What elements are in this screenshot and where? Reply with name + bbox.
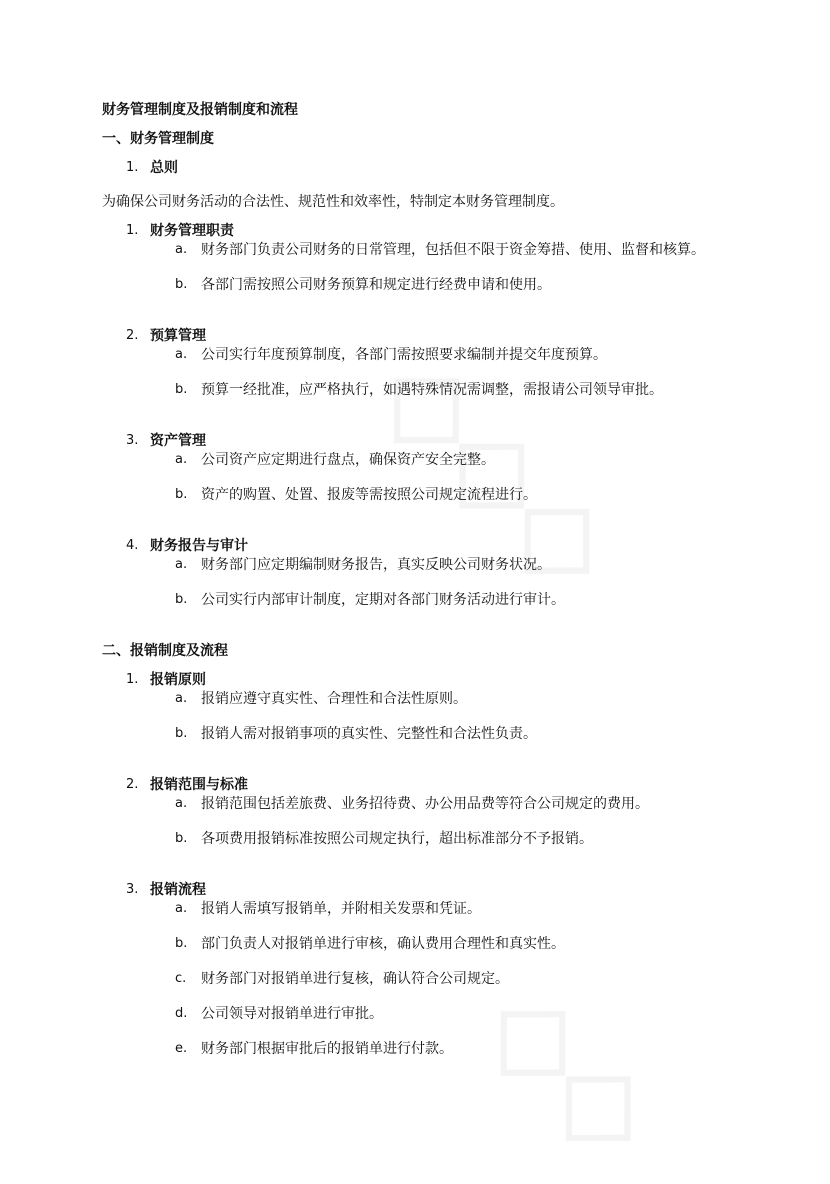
sub-item-letter: e. xyxy=(175,1041,188,1056)
item-title: 资产管理 xyxy=(150,433,206,449)
intro-paragraph: 为确保公司财务活动的合法性、规范性和效率性，特制定本财务管理制度。 xyxy=(102,194,564,210)
sub-item-text: 财务部门对报销单进行复核，确认符合公司规定。 xyxy=(201,971,509,987)
item-number: 1. xyxy=(126,672,139,687)
sub-item-letter: a. xyxy=(175,691,188,706)
item-title: 预算管理 xyxy=(150,328,206,344)
sub-item-letter: a. xyxy=(175,242,188,257)
item-number: 2. xyxy=(126,777,139,792)
item-number: 3. xyxy=(126,433,139,448)
item-title: 报销范围与标准 xyxy=(150,777,248,793)
item-title: 报销流程 xyxy=(150,882,206,898)
sub-item-letter: a. xyxy=(175,452,188,467)
sub-item-letter: b. xyxy=(175,592,188,607)
sub-item-text: 部门负责人对报销单进行审核，确认费用合理性和真实性。 xyxy=(201,936,565,952)
sub-item-text: 报销人需填写报销单，并附相关发票和凭证。 xyxy=(201,901,481,917)
sub-item-text: 公司资产应定期进行盘点，确保资产安全完整。 xyxy=(201,452,495,468)
item-number: 3. xyxy=(126,882,139,897)
sub-item-letter: b. xyxy=(175,831,188,846)
item-title: 报销原则 xyxy=(150,672,206,688)
item-title: 财务报告与审计 xyxy=(150,538,248,554)
sub-item-letter: c. xyxy=(175,971,187,986)
item-number: 4. xyxy=(126,538,139,553)
sub-item-text: 报销应遵守真实性、合理性和合法性原则。 xyxy=(201,691,467,707)
sub-item-text: 财务部门应定期编制财务报告，真实反映公司财务状况。 xyxy=(201,557,551,573)
sub-item-text: 各项费用报销标准按照公司规定执行，超出标准部分不予报销。 xyxy=(201,831,593,847)
sub-item-letter: a. xyxy=(175,347,188,362)
sub-item-text: 报销人需对报销事项的真实性、完整性和合法性负责。 xyxy=(201,726,537,742)
sub-item-text: 公司实行内部审计制度，定期对各部门财务活动进行审计。 xyxy=(201,592,565,608)
section-heading: 二、报销制度及流程 xyxy=(102,643,228,659)
item-number: 2. xyxy=(126,328,139,343)
sub-item-text: 财务部门根据审批后的报销单进行付款。 xyxy=(201,1041,453,1057)
sub-item-text: 资产的购置、处置、报废等需按照公司规定流程进行。 xyxy=(201,487,537,503)
sub-item-letter: b. xyxy=(175,726,188,741)
watermark-shape xyxy=(458,955,687,1184)
sub-item-letter: a. xyxy=(175,796,188,811)
item-title: 总则 xyxy=(150,160,178,176)
sub-item-letter: b. xyxy=(175,936,188,951)
item-number: 1. xyxy=(126,160,139,175)
sub-item-text: 各部门需按照公司财务预算和规定进行经费申请和使用。 xyxy=(201,277,551,293)
sub-item-text: 报销范围包括差旅费、业务招待费、办公用品费等符合公司规定的费用。 xyxy=(201,796,649,812)
sub-item-letter: a. xyxy=(175,901,188,916)
sub-item-letter: b. xyxy=(175,277,188,292)
sub-item-letter: d. xyxy=(175,1006,188,1021)
sub-item-text: 财务部门负责公司财务的日常管理，包括但不限于资金筹措、使用、监督和核算。 xyxy=(201,242,705,258)
sub-item-letter: a. xyxy=(175,557,188,572)
sub-item-text: 预算一经批准，应严格执行，如遇特殊情况需调整，需报请公司领导审批。 xyxy=(201,382,663,398)
sub-item-letter: b. xyxy=(175,487,188,502)
sub-item-text: 公司领导对报销单进行审批。 xyxy=(201,1006,383,1022)
item-number: 1. xyxy=(126,223,139,238)
section-heading: 一、财务管理制度 xyxy=(102,131,214,147)
sub-item-letter: b. xyxy=(175,382,188,397)
item-title: 财务管理职责 xyxy=(150,223,234,239)
document-title: 财务管理制度及报销制度和流程 xyxy=(102,102,298,118)
sub-item-text: 公司实行年度预算制度，各部门需按照要求编制并提交年度预算。 xyxy=(201,347,607,363)
